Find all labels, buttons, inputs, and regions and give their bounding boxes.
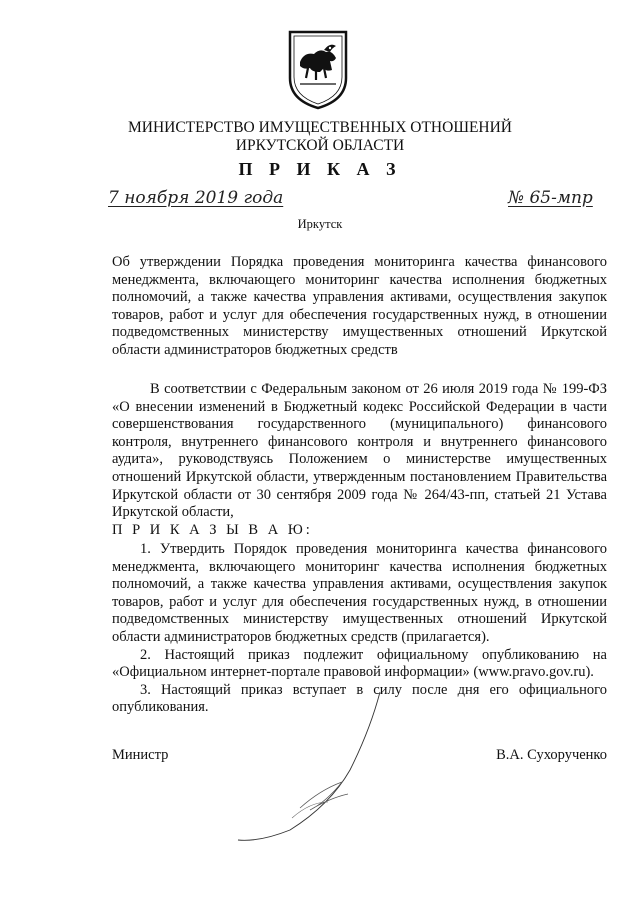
order-item: 1. Утвердить Порядок проведения мониторинга качества финансового менеджмента, включающего мониторинг качества исполнения бюджетных полномочий, а также качества управления активами, осуществления закупок товаров, работ и услуг для обеспечения государственных нужд, в отношении подведомственных министерству имущественных отношений Иркутской области администраторов бюджетных средств (прилагается).: [112, 541, 607, 645]
city: Иркутск: [297, 217, 343, 231]
coat-of-arms-icon: [286, 28, 350, 110]
order-word: П Р И К А З Ы В А Ю:: [112, 522, 313, 538]
handwritten-signature-icon: [230, 690, 400, 850]
signatory-name: В.А. Сухорученко: [496, 747, 607, 763]
order-item: 2. Настоящий приказ подлежит официальному опубликованию на «Официальном интернет-портале правовой информации» (www.pravo.gov.ru).: [112, 646, 607, 681]
preamble: В соответствии с Федеральным законом от 26 июля 2019 года № 199-ФЗ «О внесении изменений в Бюджетный кодекс Российской Федерации в части совершенствования государственного (муниципального) финансового контроля, внутреннего финансового контроля и внутреннего финансового аудита», руководствуясь Положением о министерстве имущественных отношений Иркутской области, утвержденным постановлением Правительства Иркутской области от 30 сентября 2009 года № 264/43-пп, статьей 21 Устава Иркутской области,: [112, 381, 607, 521]
order-item: 3. Настоящий приказ вступает в силу после дня его официального опубликования.: [112, 681, 607, 716]
ministry-name: МИНИСТЕРСТВО ИМУЩЕСТВЕННЫХ ОТНОШЕНИЙ: [127, 119, 513, 136]
document-type: П Р И К А З: [238, 159, 402, 179]
region-name: ИРКУТСКОЙ ОБЛАСТИ: [235, 137, 405, 154]
handwritten-date: 7 ноября 2019 года: [108, 188, 284, 208]
handwritten-number: № 65-мпр: [508, 188, 593, 208]
order-subject: Об утверждении Порядка проведения мониторинга качества финансового менеджмента, включающего мониторинг качества исполнения бюджетных полномочий, а также качества управления активами, осуществления закупок товаров, работ и услуг для обеспечения государственных нужд, в отношении подведомственных министерству имущественных отношений Иркутской области администраторов бюджетных средств: [112, 254, 607, 358]
signatory-title: Министр: [112, 747, 169, 763]
